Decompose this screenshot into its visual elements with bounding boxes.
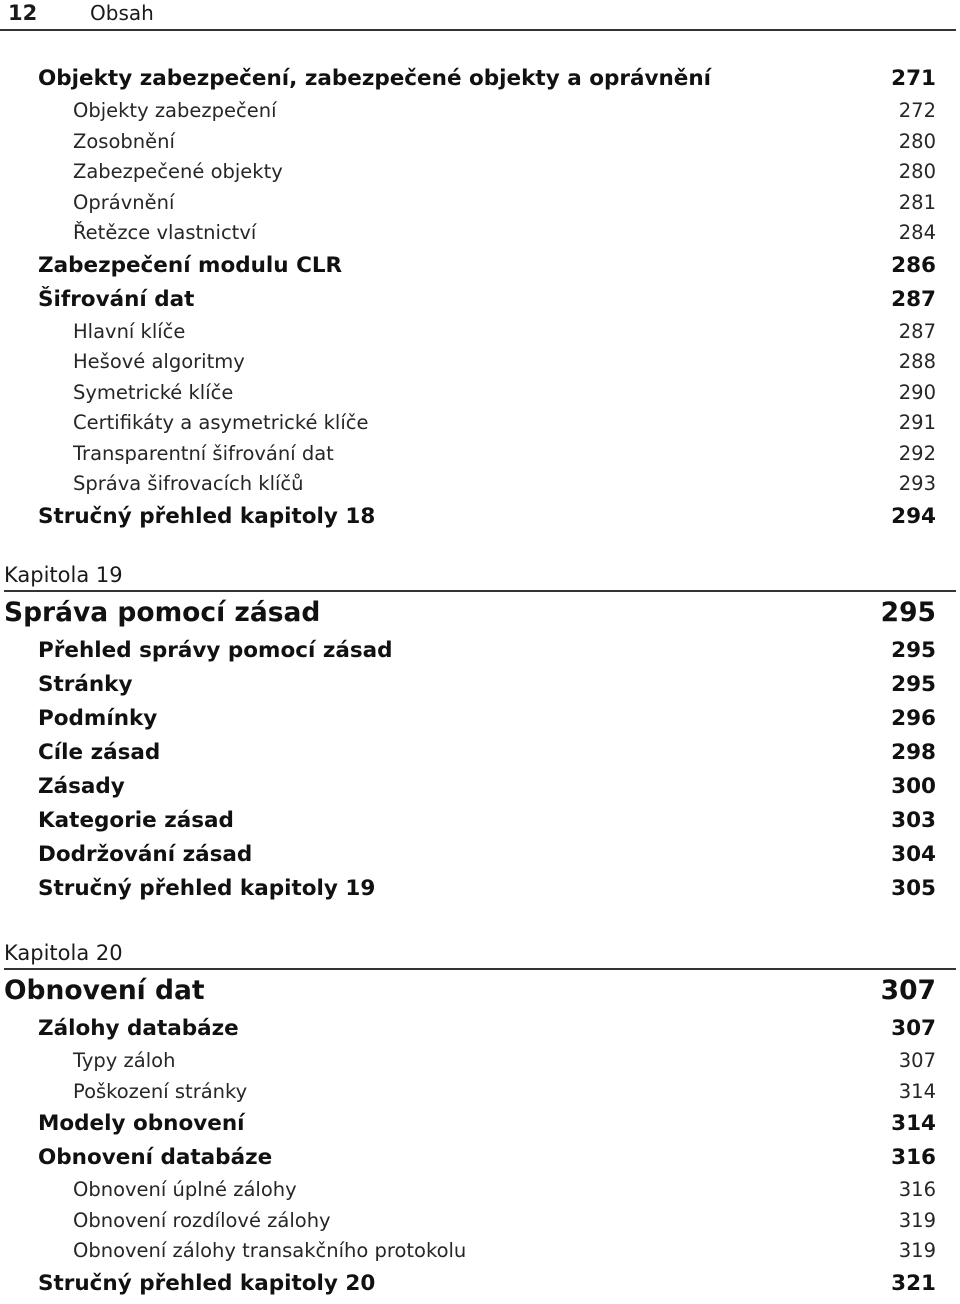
chapter-20-entries [0,1012,960,1301]
toc-entry [0,1077,960,1108]
chapter-19-entries [0,634,960,906]
toc-entry [0,1141,960,1175]
toc-entry-page: 319 [898,1239,936,1262]
toc-entry-page: 284 [898,221,936,244]
toc-entry-page: 281 [898,190,936,214]
toc-entry-page: 303 [891,808,936,833]
toc-entry-title: Zosobnění [73,129,175,153]
toc-entry [0,439,960,470]
toc-entry-title: Oprávnění [73,190,175,214]
toc-entry [0,62,960,96]
toc-entry-title: Stránky [38,672,133,697]
toc-entry-title: Kategorie zásad [38,808,234,833]
toc-entry-title: Zálohy databáze [38,1016,239,1041]
toc-entry-page: 280 [898,129,936,153]
toc-entry [0,500,960,534]
toc-entry [0,157,960,188]
chapter-title-row [0,592,960,634]
toc-entry-page: 314 [898,1079,936,1103]
toc-entry-page: 314 [891,1111,936,1136]
toc-entry-page: 287 [898,319,936,343]
toc-entry-title: Stručný přehled kapitoly 19 [38,876,376,901]
toc-entry-title: Správa šifrovacích klíčů [73,472,304,495]
toc-entry-page: 286 [891,252,936,278]
toc-entry-title: Řetězce vlastnictví [73,221,257,244]
chapter-19 [0,560,960,906]
toc-entry-page: 295 [891,672,936,697]
toc-entry [0,408,960,439]
toc-entry-page: 321 [891,1270,936,1296]
toc-entry-title: Objekty zabezpečení, zabezpečené objekty a oprávnění [38,66,712,91]
toc-entry-page: 305 [891,876,936,901]
toc-entry-page: 296 [891,706,936,731]
toc-entry-page: 290 [898,380,936,404]
page-header [0,0,956,31]
toc-entry-title: Certifikáty a asymetrické klíče [73,411,369,434]
toc-entry [0,249,960,283]
toc-entry-page: 271 [891,66,936,91]
toc-entry [0,1175,960,1206]
toc-entry [0,804,960,838]
toc-section-18 [0,62,960,534]
toc-entry-page: 307 [898,1049,936,1072]
toc-entry-title: Stručný přehled kapitoly 20 [38,1270,376,1296]
toc-entry-page: 300 [891,774,936,799]
toc-entry [0,770,960,804]
toc-entry [0,283,960,317]
toc-entry-title: Šifrování dat [38,286,195,312]
toc-entry-title: Stručný přehled kapitoly 18 [38,503,376,529]
toc-entry [0,317,960,348]
toc-entry-title: Obnovení rozdílové zálohy [73,1208,331,1232]
toc-entry-title: Typy záloh [73,1049,176,1072]
toc-entry-page: 316 [898,1178,936,1201]
toc-entry-title: Zásady [38,774,125,799]
toc-entry-title: Objekty zabezpečení [73,99,277,122]
toc-entry [0,347,960,378]
chapter-label: Kapitola 20 [4,941,123,965]
toc-entry-page: 307 [891,1016,936,1041]
chapter-page-number: 295 [880,597,936,628]
chapter-20 [0,938,960,1301]
toc-entry-title: Cíle zásad [38,740,161,765]
toc-entry [0,1267,960,1301]
toc-entry-title: Symetrické klíče [73,380,234,404]
toc-entry-title: Obnovení zálohy transakčního protokolu [73,1239,467,1262]
toc-entry-title: Transparentní šifrování dat [73,441,334,465]
toc-entry-title: Podmínky [38,706,158,731]
toc-entry [0,378,960,409]
toc-entry [0,1236,960,1267]
toc-entry-page: 319 [898,1208,936,1232]
toc-entry [0,469,960,500]
toc-entry-page: 293 [898,472,936,495]
toc-entry-page: 287 [891,286,936,312]
toc-entry-page: 298 [891,740,936,765]
toc-entry [0,127,960,158]
toc-entry-page: 291 [898,411,936,434]
toc-entry-title: Hešové algoritmy [73,350,245,373]
page-number: 12 [8,1,38,25]
toc-entry [0,634,960,668]
toc-entry-page: 304 [891,842,936,867]
chapter-title: Správa pomocí zásad [4,597,321,628]
toc-entry [0,1012,960,1046]
toc-entry-title: Dodržování zásad [38,842,253,867]
toc-entry [0,1046,960,1077]
chapter-title-row [0,970,960,1012]
toc-entry-page: 288 [898,350,936,373]
toc-entry [0,1206,960,1237]
toc-entry [0,872,960,906]
chapter-title: Obnovení dat [4,975,205,1006]
toc-entry-page: 294 [891,503,936,529]
toc-entry-page: 295 [891,638,936,663]
toc-entry [0,188,960,219]
toc-entry [0,838,960,872]
toc-entry [0,668,960,702]
toc-entry [0,96,960,127]
toc-entry-page: 272 [898,99,936,122]
toc-entry [0,1107,960,1141]
toc-entry-title: Hlavní klíče [73,319,186,343]
toc-entry-page: 316 [891,1145,936,1170]
toc-entry-page: 292 [898,441,936,465]
toc-entry [0,736,960,770]
chapter-page-number: 307 [880,975,936,1006]
toc-entry-title: Zabezpečení modulu CLR [38,252,343,278]
toc-entry-title: Poškození stránky [73,1079,248,1103]
toc-entry [0,702,960,736]
running-title: Obsah [90,1,154,25]
toc-entry-page: 280 [898,160,936,183]
toc-entry-title: Modely obnovení [38,1111,245,1136]
toc-entry-title: Zabezpečené objekty [73,160,283,183]
toc-entry-title: Obnovení úplné zálohy [73,1178,297,1201]
chapter-label: Kapitola 19 [4,563,123,587]
toc-entry-title: Přehled správy pomocí zásad [38,638,393,663]
toc-entry [0,218,960,249]
toc-entry-title: Obnovení databáze [38,1145,273,1170]
